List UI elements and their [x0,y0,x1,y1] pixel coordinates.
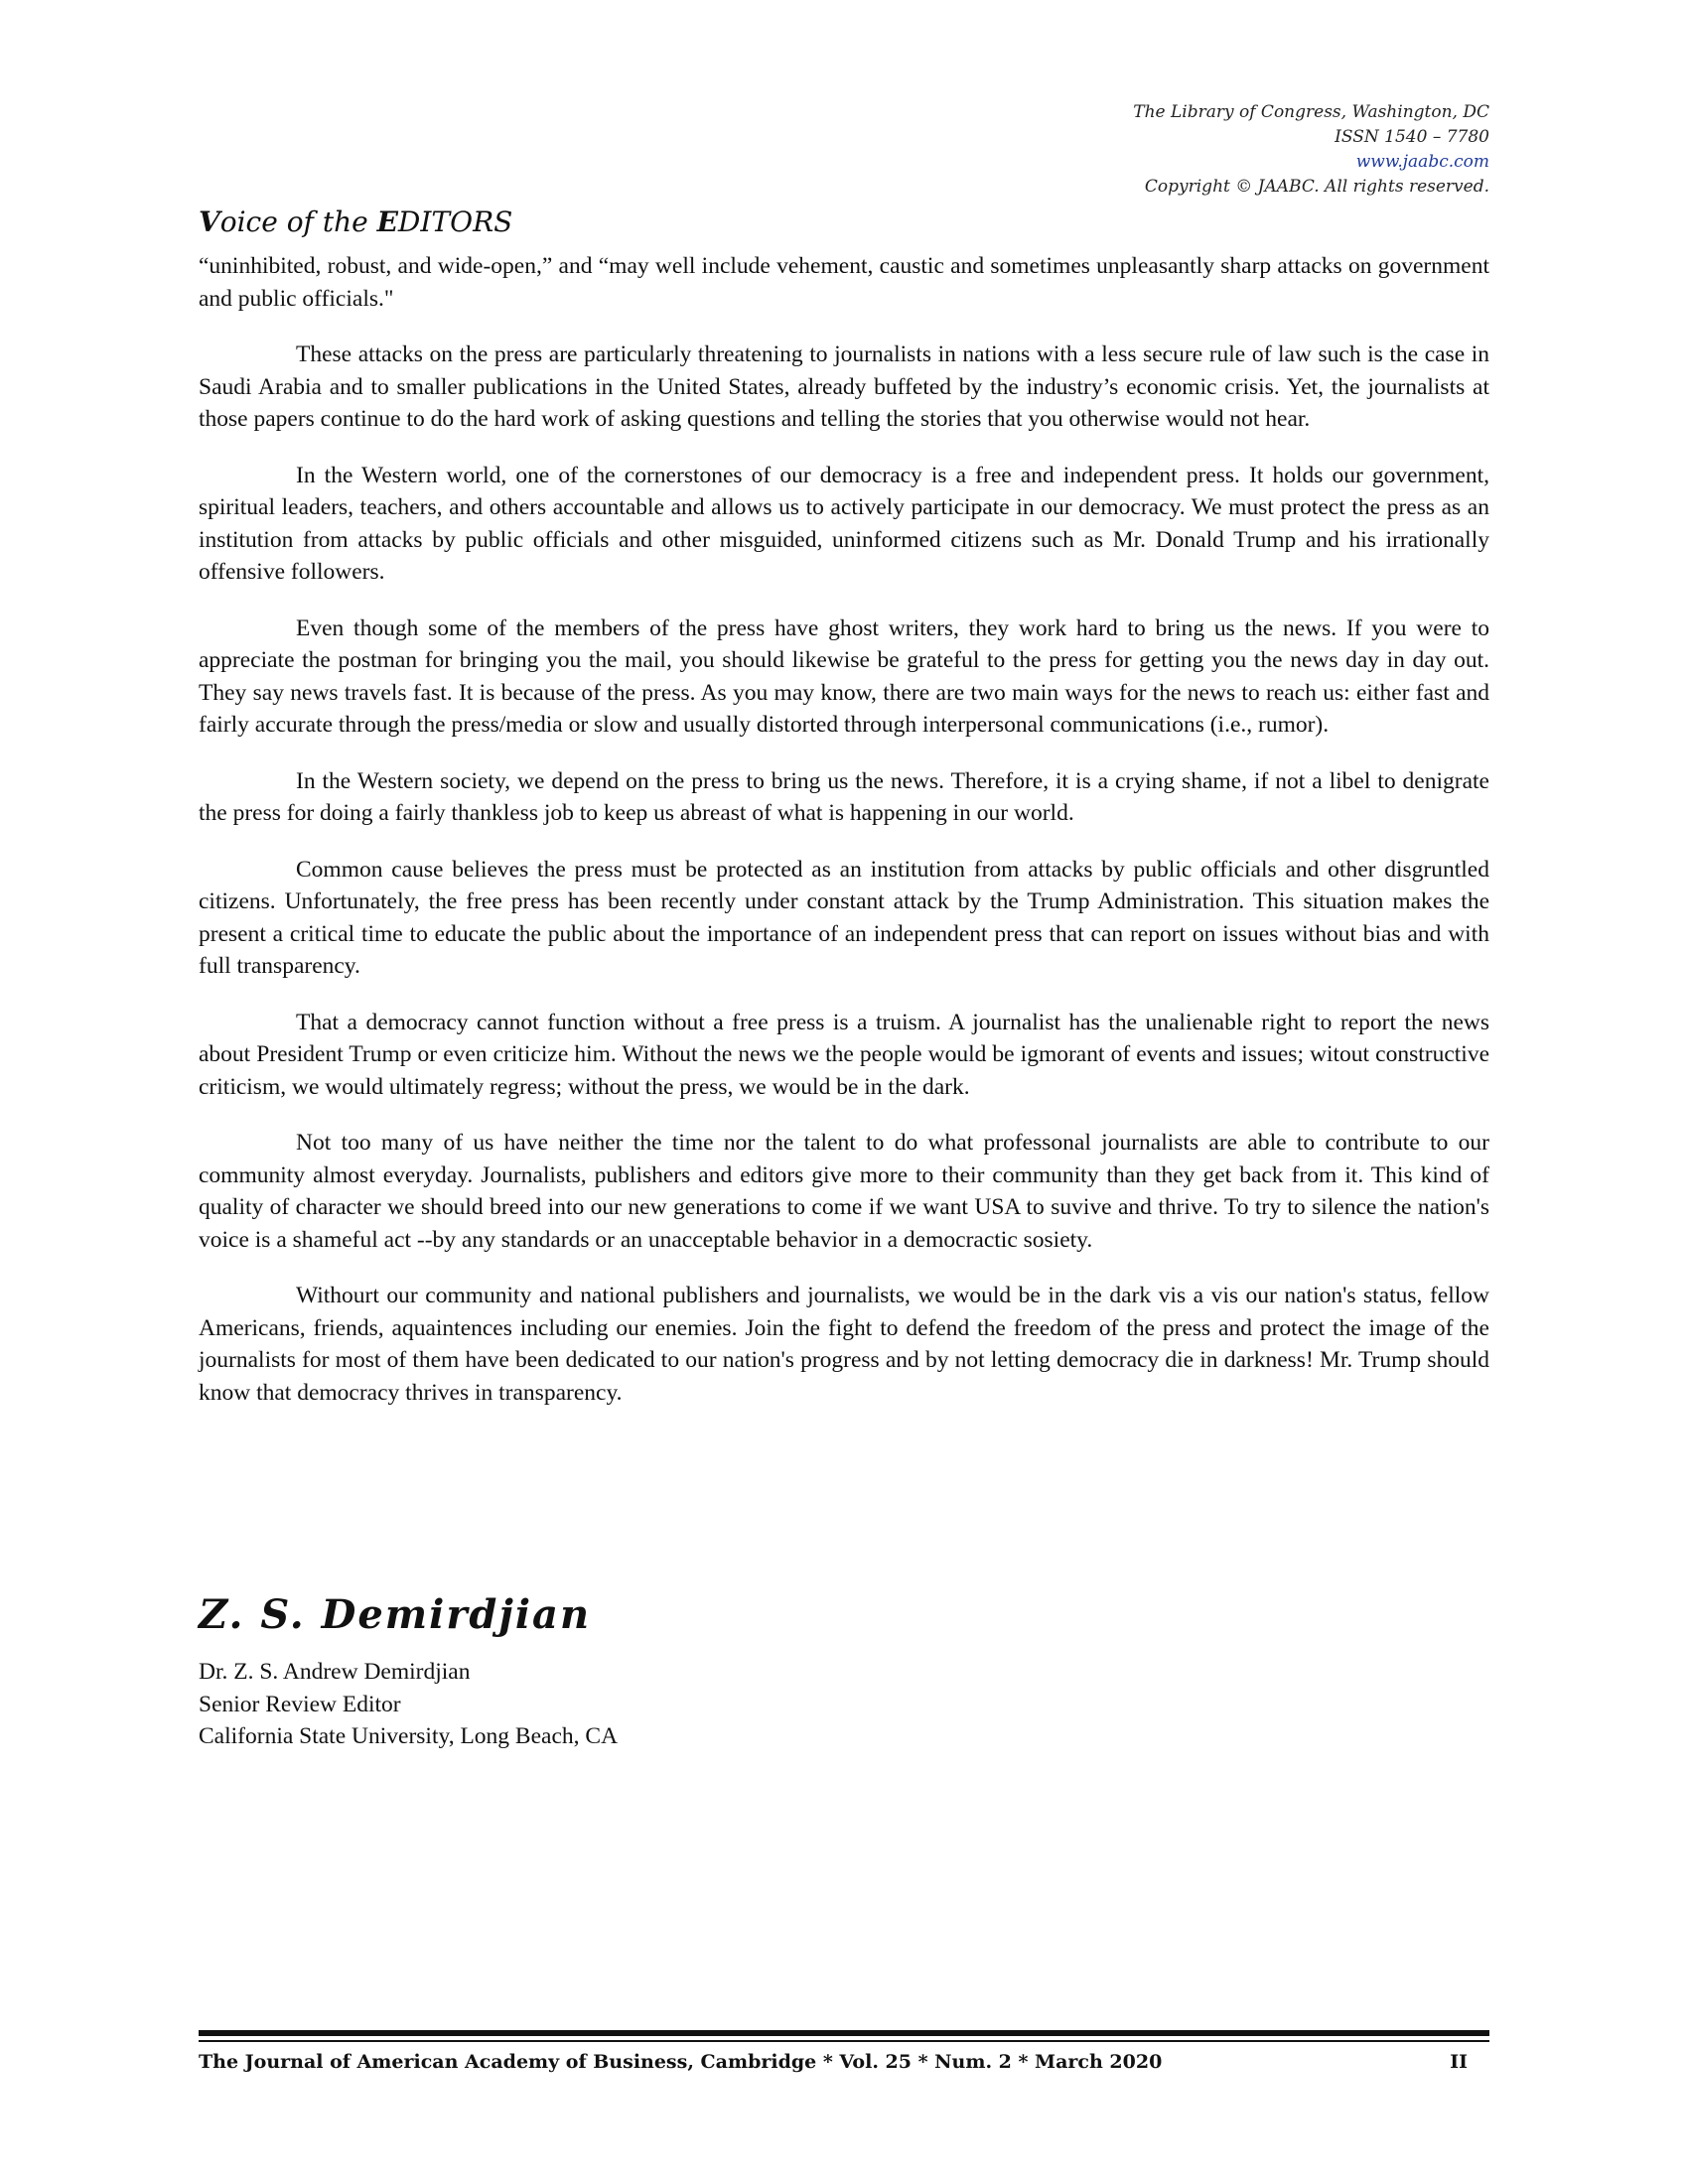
journal-citation: The Journal of American Academy of Business, Cambridge * Vol. 25 * Num. 2 * March 2020 [199,2051,1163,2073]
section-title-part: E [376,205,398,238]
section-title [199,205,512,238]
paragraph: That a democracy cannot function without a free press is a truism. A journalist has the unalienable right to report the news about President Trump or even criticize him. Without the news we the people would be igmorant of events and issues; witout constructive criticism, we would ultimately regress; without the press, we would be in the dark. [199,1009,1489,1100]
section-title-part: DITORS [397,205,513,238]
copyright-line: Copyright © JAABC. All rights reserved. [1144,177,1489,197]
footer-divider [199,2040,1489,2042]
author-name: Dr. Z. S. Andrew Demirdjian [199,1659,471,1685]
author-affiliation: California State University, Long Beach, CA [199,1723,619,1749]
section-title-part: oice of the [219,205,377,238]
page-number: II [1450,2051,1468,2073]
paragraph: “uninhibited, robust, and wide-open,” and “may well include vehement, caustic and sometimes unpleasantly sharp attacks on government and public officials." [199,253,1489,312]
paragraph: In the Western world, one of the cornerstones of our democracy is a free and independent press. It holds our government, spiritual leaders, teachers, and others accountable and allows us to actively participate in our democracy. We must protect the press as an institution from attacks by public officials and other misguided, uninformed citizens such as Mr. Donald Trump and his irrationally offensive followers. [199,462,1489,585]
paragraph: These attacks on the press are particularly threatening to journalists in nations with a less secure rule of law such is the case in Saudi Arabia and to smaller publications in the United States, already buffeted by the industry’s economic crisis. Yet, the journalists at those papers continue to do the hard work of asking questions and telling the stories that you otherwise would not hear. [199,341,1489,432]
footer-divider [199,2030,1489,2036]
section-title-part: V [199,205,220,238]
signature-block [199,1656,618,1753]
article-body [199,250,1489,1433]
author-title: Senior Review Editor [199,1691,401,1717]
journal-url-link[interactable]: www.jaabc.com [1355,152,1489,172]
issn-line: ISSN 1540 – 7780 [1335,127,1489,147]
paragraph: Withourt our community and national publishers and journalists, we would be in the dark vis a vis our nation's status, fellow Americans, friends, aquaintences including our enemies. Join the fight to defend the freedom of the press and protect the image of the journalists for most of them have been dedicated to our nation's progress and by not letting democracy die in darkness! Mr. Trump should know that democracy thrives in transparency. [199,1283,1489,1406]
paragraph: Even though some of the members of the press have ghost writers, they work hard to bring us the news. If you were to appreciate the postman for bringing you the mail, you should likewise be grateful to the press for getting you the news day in day out. They say news travels fast. It is because of the press. As you may know, there are two main ways for the news to reach us: either fast and fairly accurate through the press/media or slow and usually distorted through interpersonal communications (i.e., rumor). [199,614,1489,738]
handwritten-signature: Z. S. Demirdjian [199,1591,592,1638]
paragraph: Common cause believes the press must be protected as an institution from attacks by public officials and other disgruntled citizens. Unfortunately, the free press has been recently under constant attack by the Trump Administration. This situation makes the present a critical time to educate the public about the importance of an independent press that can report on issues without bias and with full transparency. [199,856,1489,979]
paragraph: In the Western society, we depend on the press to bring us the news. Therefore, it is a crying shame, if not a libel to denigrate the press for doing a fairly thankless job to keep us abreast of what is happening in our world. [199,767,1489,826]
publisher-line: The Library of Congress, Washington, DC [1133,102,1489,122]
paragraph: Not too many of us have neither the time nor the talent to do what professonal journalists are able to contribute to our community almost everyday. Journalists, publishers and editors give more to their community than they get back from it. This kind of quality of character we should breed into our new generations to come if we want USA to suvive and thrive. To try to silence the nation's voice is a shameful act --by any standards or an unacceptable behavior in a democractic sosiety. [199,1130,1489,1253]
masthead [794,100,1489,200]
